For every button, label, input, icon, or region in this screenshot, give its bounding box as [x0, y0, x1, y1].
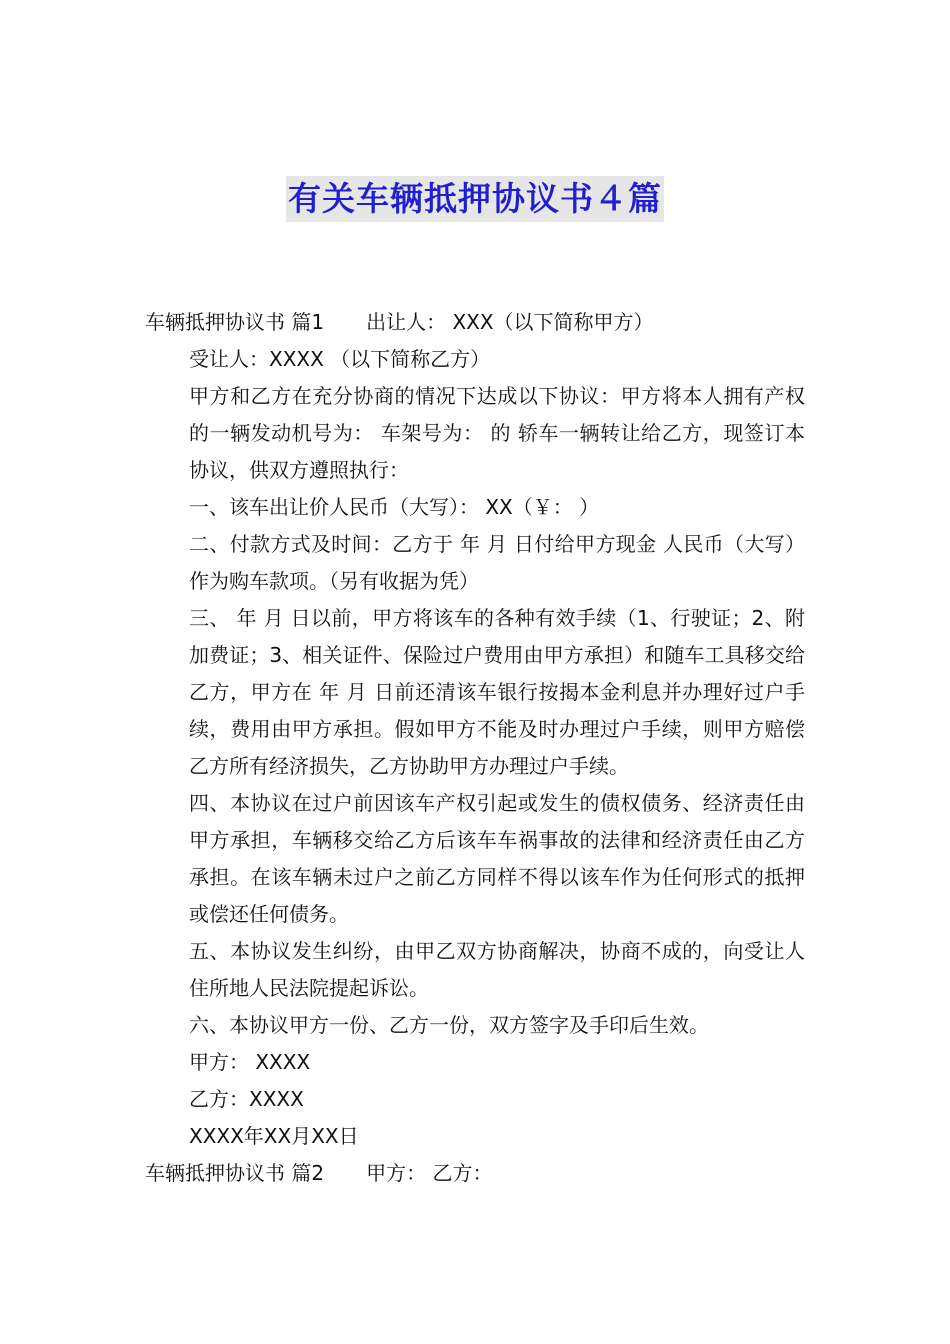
document-body [145, 304, 805, 1192]
transferor-line: 出让人： XXX（以下简称甲方） [366, 310, 654, 334]
signing-date: XXXX年XX月XX日 [189, 1124, 359, 1148]
intro-paragraph: 甲方和乙方在充分协商的情况下达成以下协议：甲方将本人拥有产权的一辆发动机号为： 车架号为： 的 轿车一辆转让给乙方，现签订本协议，供双方遵照执行： [189, 384, 805, 482]
section2-heading-line [145, 1155, 805, 1192]
party-a-signature: 甲方： XXXX [189, 1050, 311, 1074]
section1-heading-line [145, 304, 805, 341]
clause-2: 二、付款方式及时间：乙方于 年 月 日付给甲方现金 人民币（大写） 作为购车款项。（另有收据为凭） [189, 532, 805, 593]
section2-heading: 车辆抵押协议书 篇2 [145, 1161, 325, 1185]
clause-6: 六、本协议甲方一份、乙方一份，双方签字及手印后生效。 [189, 1013, 709, 1037]
clause-5: 五、本协议发生纠纷，由甲乙双方协商解决，协商不成的，向受让人住所地人民法院提起诉讼。 [189, 939, 805, 1000]
section1-heading: 车辆抵押协议书 篇1 [145, 310, 325, 334]
clause-3: 三、 年 月 日以前，甲方将该车的各种有效手续（1、行驶证；2、附加费证；3、相关证件、保险过户费用由甲方承担）和随车工具移交给乙方，甲方在 年 月 日前还清该车银行按揭本金利息并办理好过户手续，费用由甲方承担。假如甲方不能及时办理过户手续，则甲方赔偿乙方所有经济损失，乙方协助甲方办理过户手续。 [189, 606, 805, 778]
party-b-signature: 乙方：XXXX [189, 1087, 304, 1111]
section2-parties: 甲方： 乙方： [366, 1161, 493, 1185]
document-title: 有关车辆抵押协议书４篇 [286, 176, 664, 222]
transferee-line: 受让人：XXXX （以下简称乙方） [189, 347, 491, 371]
clause-1: 一、该车出让价人民币（大写）： XX（￥： ） [189, 495, 600, 519]
clause-4: 四、本协议在过户前因该车产权引起或发生的债权债务、经济责任由甲方承担，车辆移交给乙方后该车车祸事故的法律和经济责任由乙方承担。在该车辆未过户之前乙方同样不得以该车作为任何形式的抵押或偿还任何债务。 [189, 791, 805, 926]
title-container [0, 176, 950, 222]
